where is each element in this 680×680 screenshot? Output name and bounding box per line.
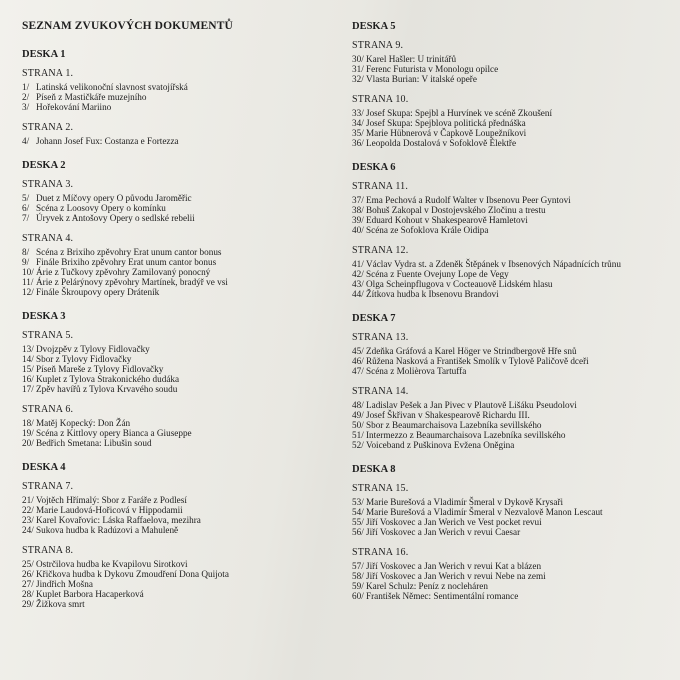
track-title: Karel Kovařovic: Láska Raffaelova, mezihra	[36, 515, 201, 525]
track-item	[22, 525, 342, 535]
track-number: 17/	[22, 384, 34, 394]
track-title: Latinská velikonoční slavnost svatojířská	[36, 82, 188, 92]
side-heading: STRANA 4.	[22, 233, 74, 244]
track-number: 1/	[22, 82, 30, 92]
track-title: Scéna z Kittlovy opery Bianca a Giuseppe	[36, 428, 192, 438]
track-item	[352, 410, 674, 420]
track-number: 8/	[22, 247, 30, 257]
track-title: Marie Hübnerová v Čapkově Loupežníkovi	[366, 128, 527, 138]
side-heading: STRANA 1.	[22, 68, 74, 79]
track-title: Bedřich Smetana: Libušin soud	[36, 438, 152, 448]
track-number: 53/	[352, 497, 364, 507]
track-title: Finále Brixiho zpěvohry Erat unum cantor bonus	[36, 257, 217, 267]
track-number: 7/	[22, 213, 30, 223]
track-title: Scéna ze Sofoklova Krále Oidipa	[366, 225, 489, 235]
side-heading: STRANA 14.	[352, 386, 409, 397]
track-title: Finále Škroupovy opery Dráteník	[36, 287, 160, 297]
track-title: Jiří Voskovec a Jan Werich v revui Nebe na zemi	[366, 571, 546, 581]
track-title: Žítkova hudba k Ibsenovu Brandovi	[366, 289, 499, 299]
track-number: 21/	[22, 495, 34, 505]
track-number: 59/	[352, 581, 364, 591]
track-title: Marie Burešová a Vladimír Šmeral v Nezvalově Manon Lescaut	[366, 507, 603, 517]
disc-heading: DESKA 7	[352, 313, 396, 324]
track-number: 6/	[22, 203, 30, 213]
track-number: 23/	[22, 515, 34, 525]
track-number: 38/	[352, 205, 364, 215]
track-item	[352, 581, 674, 591]
track-title: Josef Skupa: Spejbl a Hurvínek ve scéně Zkoušení	[366, 108, 553, 118]
track-item	[22, 247, 342, 257]
right-column	[352, 0, 674, 601]
track-number: 11/	[22, 277, 34, 287]
track-number: 5/	[22, 193, 30, 203]
track-title: Scéna z Fuente Ovejuny Lope de Vegy	[366, 269, 509, 279]
track-number: 58/	[352, 571, 364, 581]
track-number: 55/	[352, 517, 364, 527]
track-title: Píseň z Mastičkáře muzejního	[36, 92, 147, 102]
track-number: 18/	[22, 418, 34, 428]
track-item	[22, 418, 342, 428]
track-item	[352, 561, 674, 571]
track-title: Kuplet z Tylova Strakonického dudáka	[36, 374, 180, 384]
track-number: 32/	[352, 74, 364, 84]
track-title: Scéna z Molièrova Tartuffa	[366, 366, 467, 376]
track-title: Sbor z Tylovy Fidlovačky	[36, 354, 132, 364]
track-title: Eduard Kohout v Shakespearově Hamletovi	[366, 215, 528, 225]
track-item	[352, 289, 674, 299]
track-title: Karel Schulz: Peníz z nocleháren	[366, 581, 488, 591]
track-number: 30/	[352, 54, 364, 64]
track-item	[352, 215, 674, 225]
side-heading: STRANA 13.	[352, 332, 409, 343]
track-title: Árie z Tučkovy zpěvohry Zamilovaný ponocný	[36, 267, 211, 277]
track-title: Jiří Voskovec a Jan Werich v revui Kat a blázen	[366, 561, 542, 571]
track-number: 50/	[352, 420, 364, 430]
track-number: 37/	[352, 195, 364, 205]
track-number: 52/	[352, 440, 364, 450]
track-number: 3/	[22, 102, 30, 112]
track-title: Josef Škřivan v Shakespearově Richardu III.	[366, 410, 530, 420]
track-number: 45/	[352, 346, 364, 356]
track-number: 24/	[22, 525, 34, 535]
side-heading: STRANA 12.	[352, 245, 409, 256]
track-item	[22, 428, 342, 438]
track-title: Žižkova smrt	[36, 599, 85, 609]
track-number: 43/	[352, 279, 364, 289]
track-number: 33/	[352, 108, 364, 118]
track-item	[22, 384, 342, 394]
track-title: Olga Scheinpflugova v Cocteauově Lidském hlasu	[366, 279, 553, 289]
track-item	[352, 128, 674, 138]
track-item	[352, 497, 674, 507]
track-item	[22, 438, 342, 448]
track-item	[22, 82, 342, 92]
disc-heading: DESKA 4	[22, 462, 66, 473]
track-number: 2/	[22, 92, 30, 102]
track-item	[22, 559, 342, 569]
track-number: 39/	[352, 215, 364, 225]
track-item	[22, 579, 342, 589]
track-number: 25/	[22, 559, 34, 569]
track-item	[22, 495, 342, 505]
disc-heading: DESKA 5	[352, 21, 396, 32]
track-title: Píseň Mareše z Tylovy Fidlovačky	[36, 364, 164, 374]
track-item	[352, 571, 674, 581]
track-item	[22, 515, 342, 525]
track-number: 57/	[352, 561, 364, 571]
track-number: 10/	[22, 267, 34, 277]
track-item	[352, 366, 674, 376]
track-title: Hořekování Mariino	[36, 102, 112, 112]
track-item	[352, 346, 674, 356]
track-number: 16/	[22, 374, 34, 384]
track-item	[22, 287, 342, 297]
track-title: Zdeňka Gráfová a Karel Höger ve Strindbergově Hře snů	[366, 346, 577, 356]
track-item	[352, 74, 674, 84]
track-item	[22, 203, 342, 213]
track-number: 41/	[352, 259, 364, 269]
track-number: 35/	[352, 128, 364, 138]
side-heading: STRANA 3.	[22, 179, 74, 190]
track-item	[352, 54, 674, 64]
track-title: Intermezzo z Beaumarchaisova Lazebníka sevillského	[366, 430, 566, 440]
track-title: Růžena Nasková a František Smolík v Tylově Paličově dceři	[366, 356, 589, 366]
track-number: 44/	[352, 289, 364, 299]
track-title: Vlasta Burian: V italské opeře	[366, 74, 477, 84]
track-title: Marie Laudová-Hořicová v Hippodamii	[36, 505, 183, 515]
track-number: 22/	[22, 505, 34, 515]
track-item	[352, 118, 674, 128]
track-item	[352, 591, 674, 601]
track-number: 31/	[352, 64, 364, 74]
track-title: Kuplet Barbora Hacaperková	[36, 589, 144, 599]
track-item	[352, 507, 674, 517]
track-number: 28/	[22, 589, 34, 599]
side-heading: STRANA 11.	[352, 181, 409, 192]
track-item	[22, 277, 342, 287]
track-number: 47/	[352, 366, 364, 376]
side-heading: STRANA 6.	[22, 404, 74, 415]
page-title: SEZNAM ZVUKOVÝCH DOKUMENTŮ	[22, 20, 233, 32]
track-number: 60/	[352, 591, 364, 601]
track-title: Sbor z Beaumarchaisova Lazebníka sevillského	[366, 420, 542, 430]
track-number: 51/	[352, 430, 364, 440]
track-title: Scéna z Brixiho zpěvohry Erat unum cantor bonus	[36, 247, 222, 257]
side-heading: STRANA 2.	[22, 122, 74, 133]
track-title: Ferenc Futurista v Monologu opilce	[366, 64, 499, 74]
track-number: 34/	[352, 118, 364, 128]
track-number: 4/	[22, 136, 30, 146]
track-item	[22, 136, 342, 146]
disc-heading: DESKA 3	[22, 311, 66, 322]
track-number: 46/	[352, 356, 364, 366]
track-number: 20/	[22, 438, 34, 448]
track-title: Vojtěch Hřímalý: Sbor z Faráře z Podlesí	[36, 495, 187, 505]
track-title: Voiceband z Puškinova Evžena Oněgina	[366, 440, 515, 450]
track-title: Úryvek z Antošovy Opery o sedlské rebelii	[36, 213, 195, 223]
track-number: 9/	[22, 257, 30, 267]
track-item	[352, 108, 674, 118]
track-item	[352, 64, 674, 74]
track-title: Jindřich Mošna	[36, 579, 93, 589]
track-number: 15/	[22, 364, 34, 374]
track-item	[22, 505, 342, 515]
track-number: 36/	[352, 138, 364, 148]
track-title: Ostrčilova hudba ke Kvapilovu Sirotkovi	[36, 559, 188, 569]
track-number: 54/	[352, 507, 364, 517]
track-title: Marie Burešová a Vladimír Šmeral v Dykově Krysaři	[366, 497, 564, 507]
track-title: Árie z Pelárýnovy zpěvohry Martínek, bradýř ve vsi	[36, 277, 228, 287]
track-item	[352, 138, 674, 148]
side-heading: STRANA 7.	[22, 481, 74, 492]
track-item	[22, 599, 342, 609]
track-item	[22, 213, 342, 223]
track-number: 42/	[352, 269, 364, 279]
track-item	[22, 589, 342, 599]
track-item	[22, 193, 342, 203]
track-number: 29/	[22, 599, 34, 609]
track-number: 56/	[352, 527, 364, 537]
track-title: Johann Josef Fux: Costanza e Fortezza	[36, 136, 179, 146]
track-item	[22, 354, 342, 364]
track-title: Zpěv havířů z Tylova Krvavého soudu	[36, 384, 178, 394]
left-column	[22, 0, 342, 609]
track-item	[352, 279, 674, 289]
disc-heading: DESKA 6	[352, 162, 396, 173]
track-item	[352, 527, 674, 537]
track-title: Václav Vydra st. a Zdeněk Štěpánek v Ibsenových Nápadnících trůnu	[366, 259, 621, 269]
side-heading: STRANA 5.	[22, 330, 74, 341]
track-title: Dvojzpěv z Tylovy Fidlovačky	[36, 344, 150, 354]
track-title: Ladislav Pešek a Jan Pivec v Plautově Lišáku Pseudolovi	[366, 400, 577, 410]
track-item	[22, 267, 342, 277]
track-item	[22, 374, 342, 384]
side-heading: STRANA 15.	[352, 483, 409, 494]
side-heading: STRANA 8.	[22, 545, 74, 556]
track-title: Bohuš Zakopal v Dostojevského Zločinu a trestu	[366, 205, 546, 215]
track-item	[352, 517, 674, 527]
track-number: 19/	[22, 428, 34, 438]
track-number: 49/	[352, 410, 364, 420]
track-item	[352, 205, 674, 215]
track-item	[22, 257, 342, 267]
track-title: Karel Hašler: U trinitářů	[366, 54, 457, 64]
track-item	[352, 269, 674, 279]
track-title: Jiří Voskovec a Jan Werich ve Vest pocket revui	[366, 517, 542, 527]
track-number: 40/	[352, 225, 364, 235]
track-number: 14/	[22, 354, 34, 364]
track-number: 27/	[22, 579, 34, 589]
side-heading: STRANA 9.	[352, 40, 404, 51]
track-title: Josef Skupa: Spejblova politická přednáška	[366, 118, 526, 128]
track-item	[22, 569, 342, 579]
track-number: 13/	[22, 344, 34, 354]
track-item	[352, 400, 674, 410]
track-title: Matěj Kopecký: Don Žán	[36, 418, 131, 428]
track-title: Scéna z Loosovy Opery o komínku	[36, 203, 166, 213]
side-heading: STRANA 16.	[352, 547, 409, 558]
track-item	[352, 225, 674, 235]
track-item	[352, 420, 674, 430]
track-title: Křičkova hudba k Dykovu Zmoudření Dona Quijota	[36, 569, 229, 579]
track-title: František Němec: Sentimentální romance	[366, 591, 519, 601]
disc-heading: DESKA 8	[352, 464, 396, 475]
disc-heading: DESKA 1	[22, 49, 66, 60]
track-title: Leopolda Dostalová v Sofoklově Élektře	[366, 138, 517, 148]
track-item	[22, 92, 342, 102]
track-number: 26/	[22, 569, 34, 579]
track-item	[352, 430, 674, 440]
track-number: 12/	[22, 287, 34, 297]
track-item	[352, 195, 674, 205]
track-number: 48/	[352, 400, 364, 410]
disc-heading: DESKA 2	[22, 160, 66, 171]
track-title: Ema Pechová a Rudolf Walter v Ibsenovu Peer Gyntovi	[366, 195, 571, 205]
track-item	[352, 440, 674, 450]
track-title: Jiří Voskovec a Jan Werich v revui Caesar	[366, 527, 521, 537]
track-item	[352, 356, 674, 366]
track-title: Duet z Míčovy opery O původu Jaroměřic	[36, 193, 192, 203]
track-item	[22, 344, 342, 354]
side-heading: STRANA 10.	[352, 94, 409, 105]
track-item	[352, 259, 674, 269]
track-title: Sukova hudba k Radúzovi a Mahuleně	[36, 525, 179, 535]
track-item	[22, 364, 342, 374]
track-item	[22, 102, 342, 112]
